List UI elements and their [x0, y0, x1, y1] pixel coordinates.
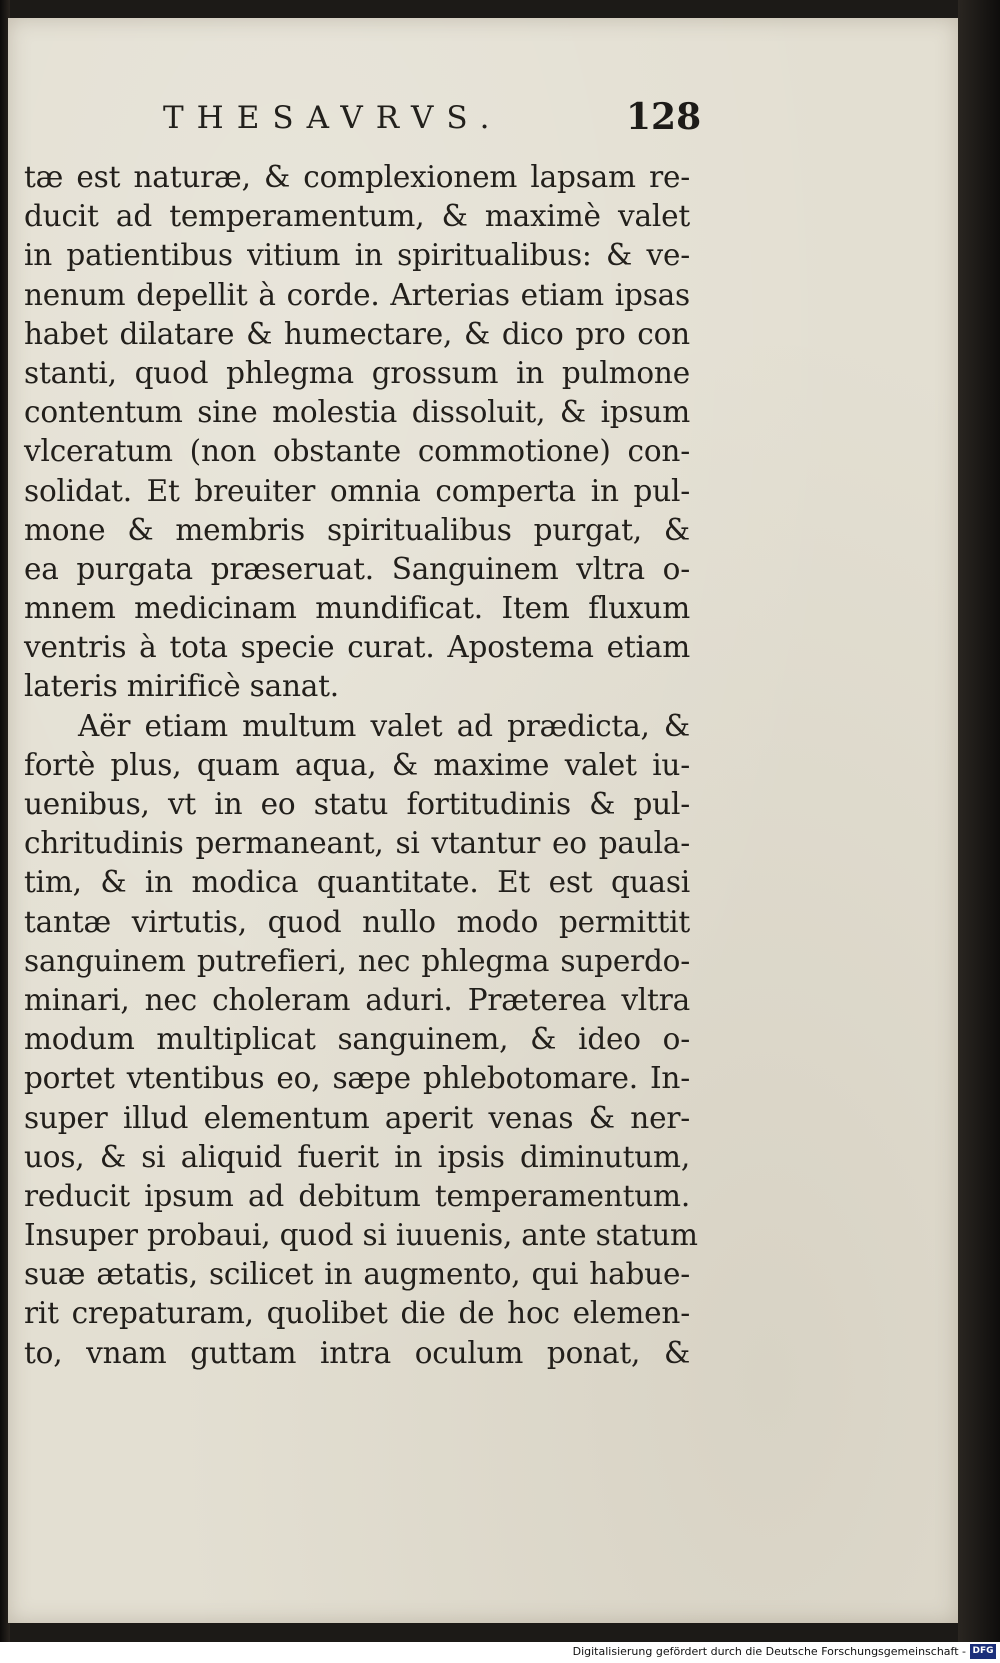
text-line: nenum depellit à corde. Arterias etiam ipsas: [24, 277, 690, 312]
text-line: contentum sine molestia dissoluit, & ipsum: [24, 395, 690, 430]
text-line: uos, & si aliquid fuerit in ipsis diminutum,: [24, 1139, 690, 1174]
text-line: solidat. Et breuiter omnia comperta in pul-: [24, 473, 690, 508]
text-line: mone & membris spiritualibus purgat, &: [24, 512, 690, 547]
running-head: [8, 96, 958, 150]
text-line: vlceratum (non obstante commotione) con-: [24, 434, 690, 469]
text-line: to, vnam guttam intra oculum ponat, &: [24, 1335, 690, 1370]
text-line: Insuper probaui, quod si iuuenis, ante statum: [24, 1218, 698, 1253]
running-head-title: THESAVRVS.: [163, 100, 503, 136]
text-line: lateris mirificè sanat.: [24, 669, 339, 704]
text-line: ea purgata præseruat. Sanguinem vltra o-: [24, 551, 690, 586]
text-line: uenibus, vt in eo statu fortitudinis & pul-: [24, 787, 690, 821]
text-line: minari, nec choleram aduri. Præterea vltra: [24, 982, 690, 1017]
book-page: [8, 18, 958, 1623]
text-line: habet dilatare & humectare, & dico pro con: [24, 316, 690, 351]
text-line: stanti, quod phlegma grossum in pulmone: [24, 355, 690, 390]
text-line: tim, & in modica quantitate. Et est quasi: [24, 865, 690, 900]
dfg-logo: DFG: [970, 1644, 996, 1659]
text-line: in patientibus vitium in spiritualibus: & ve-: [24, 238, 690, 273]
text-line: sanguinem putrefieri, nec phlegma superdo-: [24, 943, 690, 978]
text-line: fortè plus, quam aqua, & maxime valet iu-: [24, 747, 690, 782]
text-line: ducit ad temperamentum, & maximè valet: [24, 199, 690, 234]
text-line: Aër etiam multum valet ad prædicta, &: [78, 708, 690, 743]
page-number: 128: [626, 96, 702, 138]
text-line: mnem medicinam mundificat. Item fluxum: [24, 591, 690, 626]
text-line: chritudinis permaneant, si vtantur eo paula-: [24, 826, 690, 861]
text-line: super illud elementum aperit venas & ner-: [24, 1100, 690, 1135]
body-text: [24, 158, 698, 1373]
text-line: portet vtentibus eo, sæpe phlebotomare. In-: [24, 1061, 690, 1096]
text-line: ventris à tota specie curat. Apostema etiam: [24, 630, 690, 665]
text-line: suæ ætatis, scilicet in augmento, qui habue-: [24, 1257, 690, 1292]
text-line: tæ est naturæ, & complexionem lapsam re-: [24, 160, 690, 194]
digitization-footer: [0, 1642, 1000, 1663]
text-line: rit crepaturam, quolibet die de hoc elemen-: [24, 1296, 690, 1331]
scan-edge: [958, 0, 1000, 1663]
text-line: reducit ipsum ad debitum temperamentum.: [24, 1178, 690, 1213]
text-line: tantæ virtutis, quod nullo modo permittit: [24, 904, 690, 939]
funding-credit: Digitalisierung gefördert durch die Deutsche Forschungsgemeinschaft -: [572, 1645, 966, 1658]
text-line: modum multiplicat sanguinem, & ideo o-: [24, 1022, 690, 1057]
